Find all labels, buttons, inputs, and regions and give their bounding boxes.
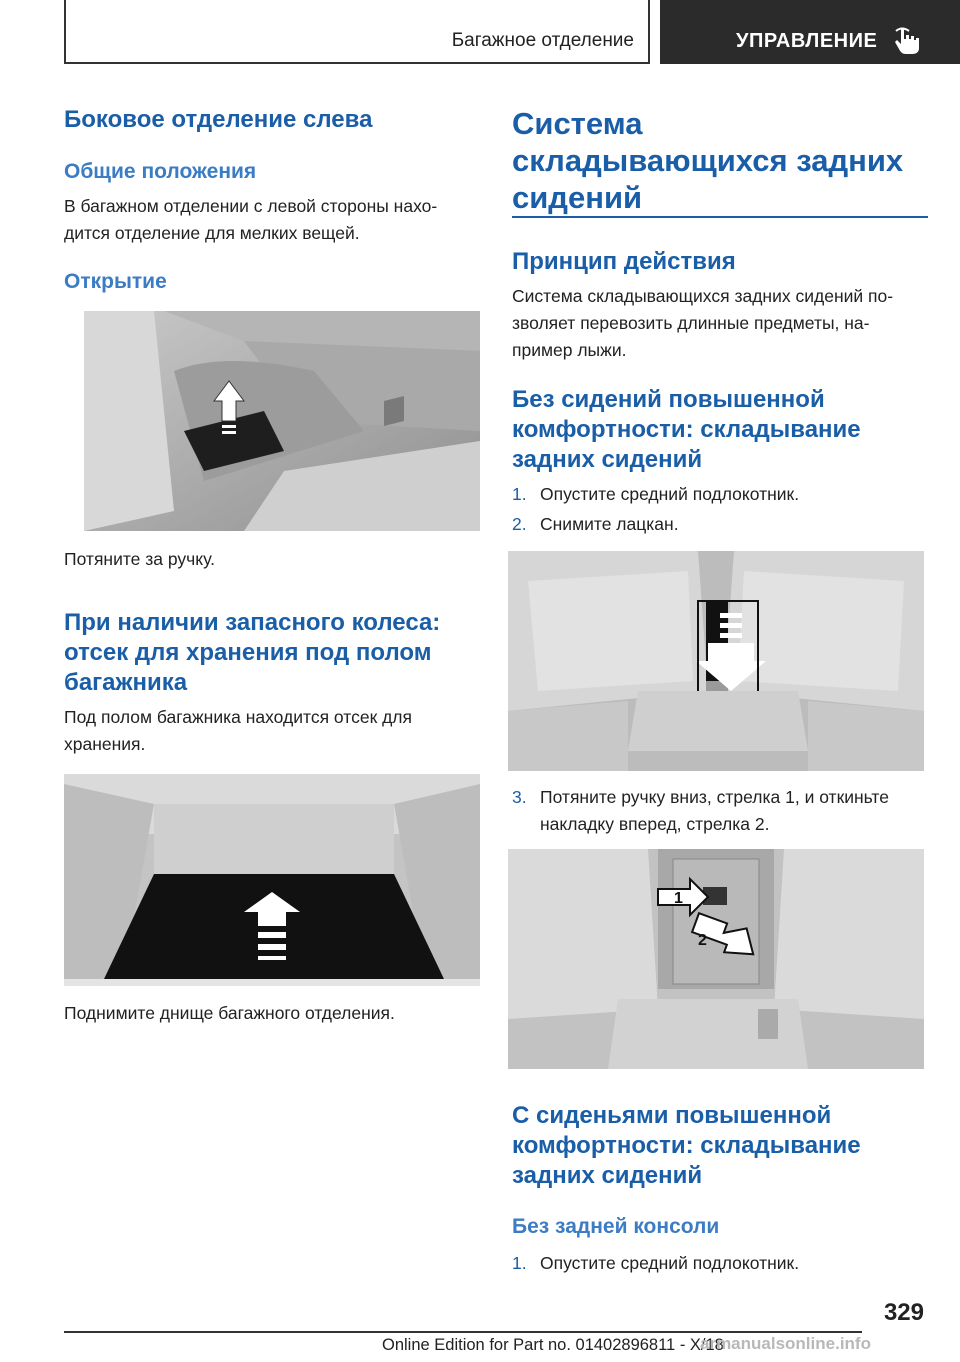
- header-chapter-tab: [660, 0, 960, 64]
- step-text-line-2: накладку вперед, стрелка 2.: [540, 814, 770, 834]
- heading-general: Общие положения: [64, 160, 257, 183]
- footer-edition: Online Edition for Part no. 01402896811 - X/18: [382, 1336, 724, 1354]
- step-text: Опустите средний подлокотник.: [540, 484, 800, 504]
- heading-spare-wheel-line-1: При наличии запасного колеса:: [64, 609, 441, 636]
- arrow-2-label: 2: [698, 932, 707, 949]
- header-section-frame: [64, 0, 650, 64]
- heading-with-comfort-line-3: задних сидений: [512, 1162, 703, 1189]
- title-underline: [512, 216, 928, 218]
- title-line-3: сидений: [512, 180, 643, 215]
- paragraph-spare-line-2: хранения.: [64, 734, 146, 754]
- step-number: 1.: [512, 484, 527, 504]
- step-item: [512, 481, 928, 508]
- footer-divider: [64, 1331, 862, 1333]
- photo-side-compartment: [84, 311, 480, 531]
- pointing-hand-icon: [892, 26, 922, 56]
- heading-spare-wheel-line-3: багажника: [64, 669, 188, 696]
- heading-principle: Принцип действия: [512, 248, 736, 275]
- heading-opening: Открытие: [64, 270, 167, 293]
- step-number: 2.: [512, 514, 527, 534]
- heading-no-rear-console: Без задней консоли: [512, 1215, 720, 1238]
- footer-watermark: armanualsonline.info: [700, 1334, 871, 1353]
- step-number: 3.: [512, 787, 527, 807]
- heading-without-comfort-line-3: задних сидений: [512, 446, 703, 473]
- step-text: Опустите средний подлокотник.: [540, 1253, 800, 1273]
- paragraph-spare-line-1: Под полом багажника находится отсек для: [64, 707, 412, 727]
- step-text-line-1: Потяните ручку вниз, стрелка 1, и откиньте: [540, 787, 889, 807]
- step-item: [512, 1250, 928, 1277]
- paragraph-principle-line-3: пример лыжи.: [512, 340, 627, 360]
- paragraph-principle-line-1: Система складывающихся задних сидений по-: [512, 286, 894, 306]
- page-number: 329: [883, 1299, 924, 1326]
- header-section-title: Багажное отделение: [451, 30, 634, 51]
- header-chapter-title: УПРАВЛЕНИЕ: [736, 30, 878, 52]
- title-line-1: Система: [512, 106, 643, 141]
- photo-trunk-floor: [64, 774, 480, 986]
- paragraph-general-line-1: В багажном отделении с левой стороны нахо-: [64, 196, 438, 216]
- paragraph-general-line-2: дится отделение для мелких вещей.: [64, 223, 360, 243]
- caption-lift-floor: Поднимите днище багажного отделения.: [64, 1003, 395, 1023]
- arrow-1-label: 1: [674, 890, 683, 907]
- photo-rear-seats-armrest: [508, 551, 924, 771]
- heading-without-comfort-line-1: Без сидений повышенной: [512, 386, 825, 413]
- caption-pull-handle: Потяните за ручку.: [64, 549, 216, 569]
- heading-side-compartment: Боковое отделение слева: [64, 106, 373, 133]
- step-item-3: [512, 784, 928, 838]
- photo-rear-console-handle: [508, 849, 924, 1069]
- heading-with-comfort-line-2: комфортности: складывание: [512, 1132, 861, 1159]
- step-text: Снимите лацкан.: [540, 514, 679, 534]
- paragraph-principle-line-2: зволяет перевозить длинные предметы, на-: [512, 313, 870, 333]
- heading-with-comfort-line-1: С сиденьями повышенной: [512, 1102, 832, 1129]
- heading-without-comfort-line-2: комфортности: складывание: [512, 416, 861, 443]
- title-line-2: складывающихся задних: [512, 143, 904, 178]
- step-item: [512, 511, 928, 538]
- heading-spare-wheel-line-2: отсек для хранения под полом: [64, 639, 432, 666]
- step-number: 1.: [512, 1253, 527, 1273]
